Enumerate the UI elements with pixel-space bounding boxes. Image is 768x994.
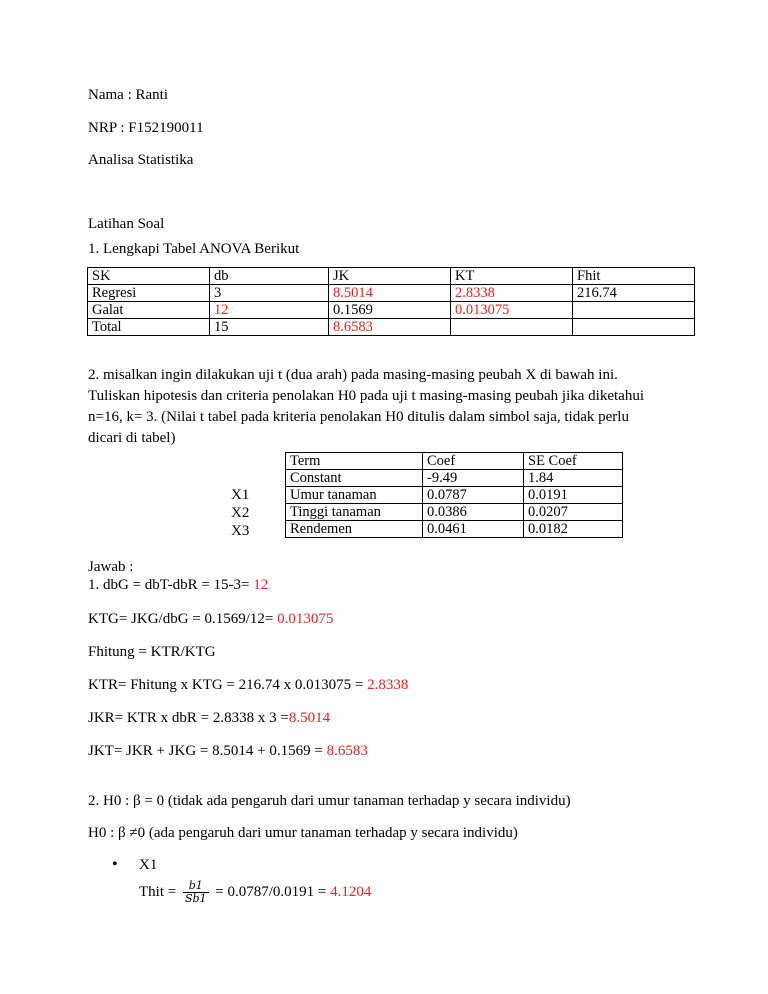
anova-cell-db: 3 [210, 285, 329, 302]
q2-line-2: Tuliskan hipotesis dan criteria penolakan H0 pada uji t masing-masing peubah jika diketahui [88, 388, 644, 404]
anova-cell-jk: 8.5014 [329, 285, 451, 302]
regression-cell-term: Tinggi tanaman [286, 504, 423, 521]
regression-cell-term: Constant [286, 470, 423, 487]
answer-ktr: KTR= Fhitung x KTG = 216.74 x 0.013075 = 2.8338 [88, 677, 409, 693]
regression-cell-coef: 0.0787 [423, 487, 524, 504]
course-title: Analisa Statistika [88, 152, 194, 168]
regression-cell-se: 0.0191 [524, 487, 623, 504]
bullet-x1-label: X1 [139, 857, 158, 873]
regression-cell-term: Rendemen [286, 521, 423, 538]
q2-line-3: n=16, k= 3. (Nilai t tabel pada kriteria penolakan H0 ditulis dalam simbol saja, tidak perlu [88, 409, 629, 425]
x-label-1: X1 [231, 487, 250, 503]
anova-cell-kt: 0.013075 [451, 302, 573, 319]
anova-cell-sk: SK [88, 268, 210, 285]
regression-cell-term: Umur tanaman [286, 487, 423, 504]
anova-cell-kt [451, 319, 573, 336]
regression-cell-coef: 0.0461 [423, 521, 524, 538]
regression-cell-coef: 0.0386 [423, 504, 524, 521]
regression-cell-se: 1.84 [524, 470, 623, 487]
anova-row [88, 319, 695, 336]
anova-row [88, 302, 695, 319]
anova-cell-fhit [573, 302, 695, 319]
hypothesis-h1: H0 : β ≠0 (ada pengaruh dari umur tanaman terhadap y secara individu) [88, 825, 518, 841]
anova-table [87, 267, 695, 336]
q2-line-4: dicari di tabel) [88, 430, 176, 446]
anova-cell-kt: 2.8338 [451, 285, 573, 302]
anova-cell-db: db [210, 268, 329, 285]
nrp-line: NRP : F152190011 [88, 120, 204, 136]
x-label-3: X3 [231, 523, 250, 539]
regression-row [286, 504, 623, 521]
regression-row [286, 487, 623, 504]
anova-row [88, 268, 695, 285]
anova-cell-kt: KT [451, 268, 573, 285]
anova-cell-sk: Regresi [88, 285, 210, 302]
answer-jkr: JKR= KTR x dbR = 2.8338 x 3 =8.5014 [88, 710, 331, 726]
anova-cell-fhit: 216.74 [573, 285, 695, 302]
anova-row [88, 285, 695, 302]
anova-cell-fhit: Fhit [573, 268, 695, 285]
regression-cell-coef: -9.49 [423, 470, 524, 487]
answer-fhitung: Fhitung = KTR/KTG [88, 644, 216, 660]
thit-formula: Thit = $\frac{b1}{Sb1}$ = 0.0787/0.0191 = 4.1204 [139, 879, 372, 906]
anova-cell-sk: Total [88, 319, 210, 336]
q2-line-1: 2. misalkan ingin dilakukan uji t (dua arah) pada masing-masing peubah X di bawah ini. [88, 367, 618, 383]
hypothesis-h0: 2. H0 : β = 0 (tidak ada pengaruh dari umur tanaman terhadap y secara individu) [88, 793, 571, 809]
answer-ktg: KTG= JKG/dbG = 0.1569/12= 0.013075 [88, 611, 334, 627]
regression-cell-coef: Coef [423, 453, 524, 470]
fraction: $\frac{b1}{Sb1}$ [184, 879, 207, 906]
jawab-label: Jawab : [88, 559, 134, 575]
regression-row [286, 470, 623, 487]
q1-title: 1. Lengkapi Tabel ANOVA Berikut [88, 241, 300, 257]
anova-cell-fhit [573, 319, 695, 336]
anova-cell-db: 15 [210, 319, 329, 336]
regression-row [286, 453, 623, 470]
anova-cell-jk: 0.1569 [329, 302, 451, 319]
anova-cell-sk: Galat [88, 302, 210, 319]
answer-jkt: JKT= JKR + JKG = 8.5014 + 0.1569 = 8.6583 [88, 743, 368, 759]
regression-row [286, 521, 623, 538]
regression-cell-term: Term [286, 453, 423, 470]
answer-dbg: 1. dbG = dbT-dbR = 15-3= 12 [88, 577, 269, 593]
regression-cell-se: 0.0207 [524, 504, 623, 521]
anova-cell-jk: 8.6583 [329, 319, 451, 336]
anova-cell-db: 12 [210, 302, 329, 319]
x-label-2: X2 [231, 505, 250, 521]
bullet-icon: • [112, 856, 118, 873]
regression-cell-se: 0.0182 [524, 521, 623, 538]
name-line: Nama : Ranti [88, 87, 168, 103]
section-title: Latihan Soal [88, 216, 165, 232]
regression-table [285, 452, 623, 538]
anova-cell-jk: JK [329, 268, 451, 285]
regression-cell-se: SE Coef [524, 453, 623, 470]
